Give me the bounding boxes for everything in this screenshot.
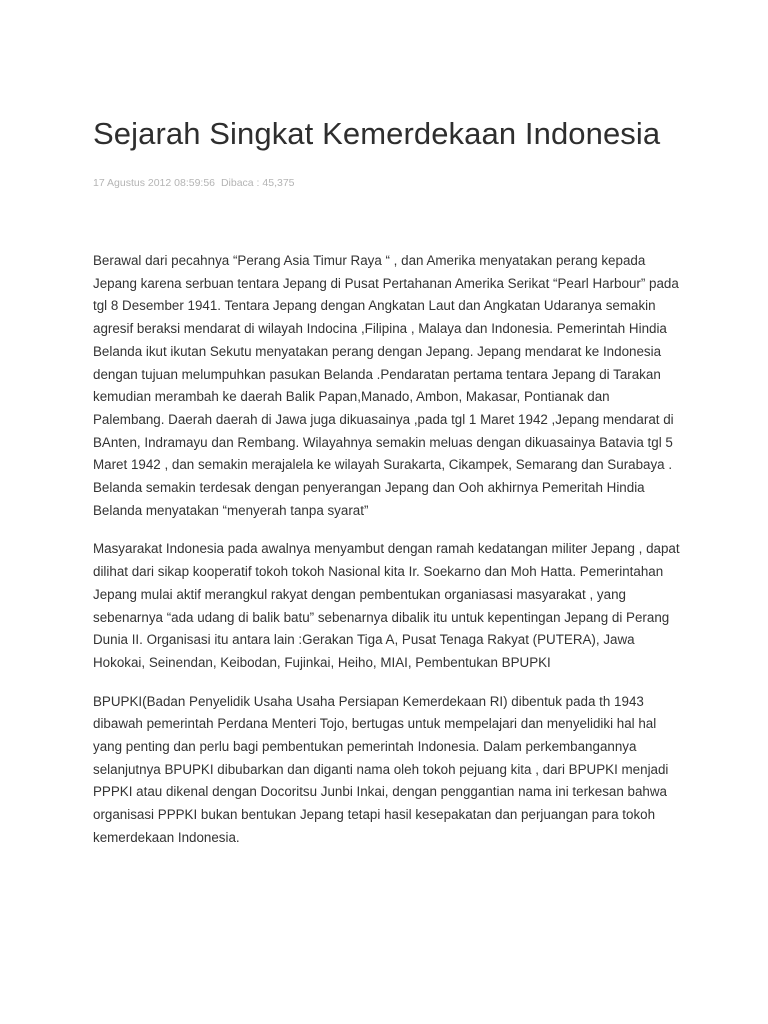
paragraph-1: Berawal dari pecahnya “Perang Asia Timur Raya “ , dan Amerika menyatakan perang kepada Jepang karena serbuan tentara Jepang di Pusat Pertahanan Amerika Serikat “Pearl Harbour” pada tgl 8 Desember 1941. Tentara Jepang dengan Angkatan Laut dan Angkatan Udaranya semakin agresif beraksi mendarat di wilayah Indocina ,Filipina , Malaya dan Indonesia. Pemerintah Hindia Belanda ikut ikutan Sekutu menyatakan perang dengan Jepang. Jepang mendarat ke Indonesia dengan tujuan melumpuhkan pasukan Belanda .Pendaratan pertama tentara Jepang di Tarakan kemudian merambah ke daerah Balik Papan,Manado, Ambon, Makasar, Pontianak dan Palembang. Daerah daerah di Jawa juga dikuasainya ,pada tgl 1 Maret 1942 ,Jepang mendarat di BAnten, Indramayu dan Rembang. Wilayahnya semakin meluas dengan dikuasainya Batavia tgl 5 Maret 1942 , dan semakin merajalela ke wilayah Surakarta, Cikampek, Semarang dan Surabaya . Belanda semakin terdesak dengan penyerangan Jepang dan Ooh akhirnya Pemeritah Hindia Belanda menyatakan “menyerah tanpa syarat”	[93, 253, 679, 518]
article-meta	[93, 176, 683, 190]
paragraph-3: BPUPKI(Badan Penyelidik Usaha Usaha Persiapan Kemerdekaan RI) dibentuk pada th 1943 dibawah pemerintah Perdana Menteri Tojo, bertugas untuk mempelajari dan menyelidiki hal hal yang penting dan perlu bagi pembentukan pemerintah Indonesia. Dalam perkembangannya selanjutnya BPUPKI dibubarkan dan diganti nama oleh tokoh pejuang kita , dari BPUPKI menjadi PPPKI atau dikenal dengan Docoritsu Junbi Inkai, dengan penggantian nama ini terkesan bahwa organisasi PPPKI bukan bentukan Jepang tetapi hasil kesepakatan dan perjuangan para tokoh kemerdekaan Indonesia.	[93, 693, 669, 845]
article-body	[93, 250, 683, 850]
view-count: Dibaca : 45,375	[220, 177, 295, 189]
article-title: Sejarah Singkat Kemerdekaan Indonesia	[93, 116, 661, 151]
paragraph-2: Masyarakat Indonesia pada awalnya menyambut dengan ramah kedatangan militer Jepang , dapat dilihat dari sikap kooperatif tokoh tokoh Nasional kita Ir. Soekarno dan Moh Hatta. Pemerintahan Jepang mulai aktif merangkul rakyat dengan pembentukan organiasasi masyarakat , yang sebenarnya “ada udang di balik batu” sebenarnya dibalik itu untuk kepentingan Jepang di Perang Dunia II. Organisasi itu antara lain :Gerakan Tiga A, Pusat Tenaga Rakyat (PUTERA), Jawa Hokokai, Seinendan, Keibodan, Fujinkai, Heiho, MIAI, Pembentukan BPUPKI	[93, 541, 680, 670]
article	[93, 114, 683, 866]
publish-date: 17 Agustus 2012 08:59:56	[93, 177, 216, 189]
